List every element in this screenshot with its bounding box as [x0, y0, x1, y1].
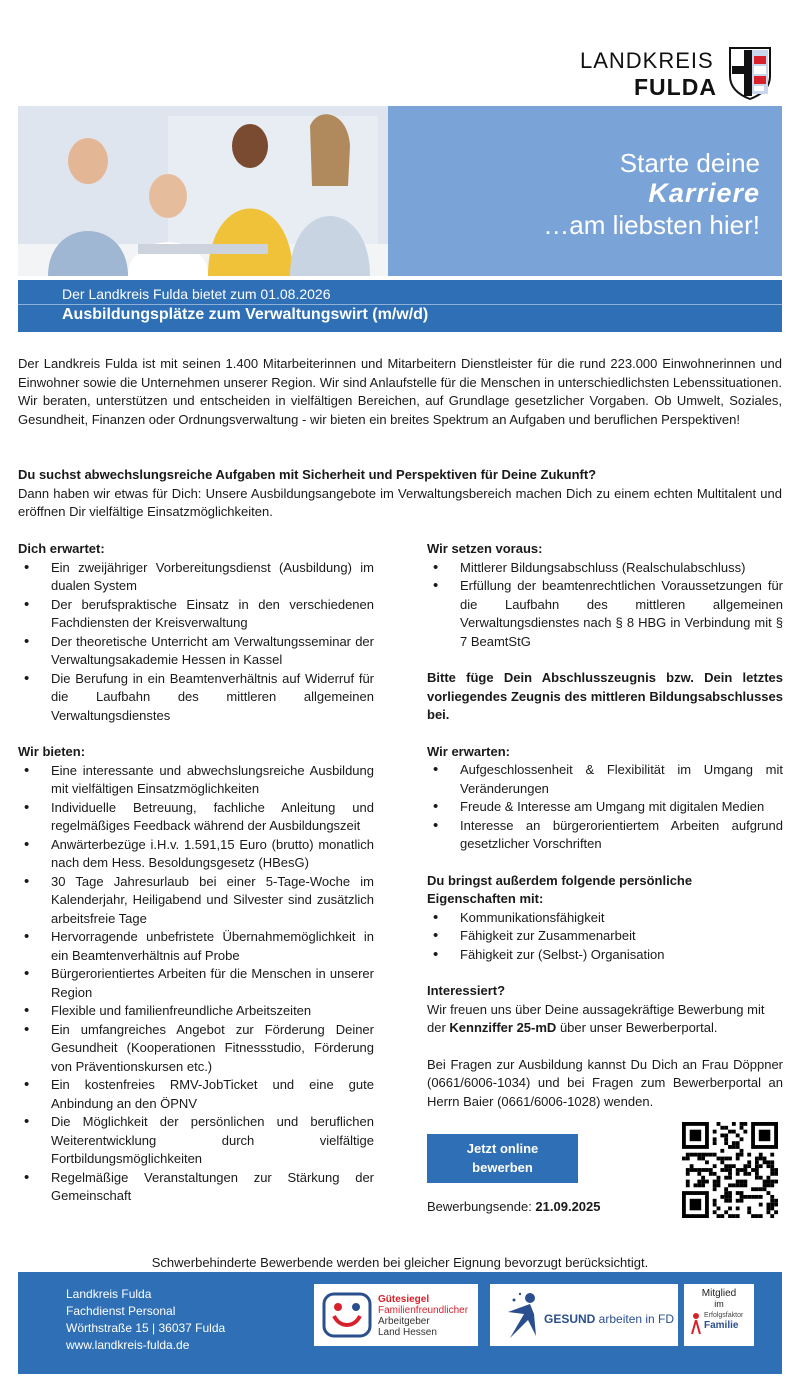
list-item: • Flexible und familienfreundliche Arbeitszeiten: [18, 1002, 374, 1021]
gesund-rest: arbeiten in FD: [595, 1312, 675, 1326]
deadline-label: Bewerbungsende:: [427, 1199, 536, 1214]
member-label: Mitglied: [701, 1288, 737, 1299]
traits-list: [427, 909, 783, 965]
page-title: Ausbildungsplätze zum Verwaltungswirt (m/w/d): [62, 306, 429, 323]
title-bar: [18, 280, 782, 332]
list-item: • Aufgeschlossenheit & Flexibilität im Umgang mit Veränderungen: [427, 761, 783, 798]
list-item: • Hervorragende unbefristete Übernahmemöglichkeit in ein Beamtenverhältnis auf Probe: [18, 928, 374, 965]
team-photo: [18, 106, 388, 276]
list-item: • Ein kostenfreies RMV-JobTicket und eine gute Anbindung an den ÖPNV: [18, 1076, 374, 1113]
footer-address: [66, 1286, 225, 1354]
list-item: • Interesse an bürgerorientiertem Arbeiten aufgrund gesetzlicher Vorschriften: [427, 817, 783, 854]
footer: [18, 1272, 782, 1374]
list-item: • Eine interessante und abwechslungsreiche Ausbildung mit vielfältigen Einsatzmöglichkeiten: [18, 762, 374, 799]
right-column: [427, 540, 783, 1111]
interest-text-after: über unser Bewerberportal.: [556, 1020, 718, 1035]
seal-line2: Familienfreundlicher: [378, 1305, 469, 1316]
list-item: • 30 Tage Jahresurlaub bei einer 5-Tage-Woche im Kalenderjahr, Heiligabend und Silvester sind zusätzlich arbeitsfreie Tage: [18, 873, 374, 929]
certificate-note: Bitte füge Dein Abschlusszeugnis bzw. Dein letztes vorliegendes Zeugnis des mittleren Bildungsabschlusses bei.: [427, 670, 783, 722]
title-divider: [18, 304, 782, 305]
seal-line4: Land Hessen: [378, 1327, 437, 1338]
interest-text: [427, 1001, 783, 1038]
list-item: • Fähigkeit zur Zusammenarbeit: [427, 927, 783, 946]
hero-banner: [18, 106, 782, 276]
logo-text-line1: LANDKREIS: [580, 48, 714, 73]
logo-text-line2: FULDA: [634, 74, 717, 100]
family-friendly-employer-badge: [314, 1284, 478, 1346]
list-item: • Der theoretische Unterricht am Verwaltungsseminar der Verwaltungsakademie Hessen in Kassel: [18, 633, 374, 670]
address-org: Landkreis Fulda: [66, 1287, 152, 1301]
family-seal-text: [378, 1294, 468, 1338]
apply-button-line2: bewerben: [472, 1160, 533, 1175]
question-block: [18, 466, 782, 522]
list-item: • Kommunikationsfähigkeit: [427, 909, 783, 928]
interest-text-before: Wir freuen uns über Deine aussagekräftige Bewerbung mit der: [427, 1001, 765, 1035]
address-website-link[interactable]: www.landkreis-fulda.de: [66, 1338, 190, 1352]
slogan-line1: Starte deine: [619, 148, 760, 178]
list-item: • Freude & Interesse am Umgang mit digitalen Medien: [427, 798, 783, 817]
question-text: Dann haben wir etwas für Dich: Unsere Ausbildungsangebote im Verwaltungsbereich machen Dich zu einem echten Multitalent und eröffnen Dir vielfältige Einsatzmöglichkeiten.: [18, 485, 782, 519]
family-seal-icon: [322, 1292, 372, 1338]
deadline-date: 21.09.2025: [535, 1199, 601, 1214]
question-heading: Du suchst abwechslungsreiche Aufgaben mit Sicherheit und Perspektiven für Deine Zukunft?: [18, 467, 597, 482]
left-column: [18, 540, 374, 1206]
list-item: • Anwärterbezüge i.H.v. 1.591,15 Euro (brutto) monatlich nach dem Hess. Besoldungsgesetz (HBesG): [18, 836, 374, 873]
star-figure-icon: [500, 1290, 542, 1340]
slogan-panel: [388, 106, 782, 276]
gesund-text: [544, 1312, 674, 1326]
list-item: • Ein zweijähriger Vorbereitungsdienst (Ausbildung) im dualen System: [18, 559, 374, 596]
offer-heading: Wir bieten:: [18, 744, 86, 759]
disability-disclaimer: Schwerbehinderte Bewerbende werden bei gleicher Eignung bevorzugt berücksichtigt.: [151, 1255, 649, 1270]
address-street: Wörthstraße 15 | 36037 Fulda: [66, 1321, 226, 1335]
erfolgsfaktor-icon: [690, 1312, 702, 1336]
title-subtitle: Der Landkreis Fulda bietet zum 01.08.2026: [62, 286, 331, 302]
list-item: • Bürgerorientiertes Arbeiten für die Menschen in unserer Region: [18, 965, 374, 1002]
require-list: [427, 559, 783, 652]
team-photo-illustration: [18, 106, 388, 276]
list-item: • Mittlerer Bildungsabschluss (Realschulabschluss): [427, 559, 783, 578]
apply-online-button[interactable]: [427, 1134, 578, 1183]
landkreis-fulda-logo: [580, 44, 780, 104]
gesund-arbeiten-badge: [490, 1284, 678, 1346]
member-in-label: im: [714, 1299, 724, 1309]
list-item: • Der berufspraktische Einsatz in den verschiedenen Fachdiensten der Kreisverwaltung: [18, 596, 374, 633]
slogan-line3: …am liebsten hier!: [543, 210, 760, 240]
familie-label: Familie: [704, 1320, 739, 1331]
address-department: Fachdienst Personal: [66, 1304, 176, 1318]
list-item: • Die Möglichkeit der persönlichen und beruflichen Weiterentwicklung durch vielfältige Fortbildungsmöglichkeiten: [18, 1113, 374, 1169]
seal-line3: Arbeitgeber: [378, 1316, 430, 1327]
offer-list: [18, 762, 374, 1206]
require-heading: Wir setzen voraus:: [427, 541, 543, 556]
erfolgsfaktor-label: Erfolgsfaktor: [704, 1312, 744, 1319]
expectations-heading: Wir erwarten:: [427, 743, 510, 759]
seal-title: Gütesiegel: [378, 1294, 430, 1305]
expect-heading: Dich erwartet:: [18, 541, 105, 556]
apply-button-line1: Jetzt online: [466, 1141, 539, 1156]
list-item: • Erfüllung der beamtenrechtlichen Voraussetzungen für die Laufbahn des mittleren allgemeinen Verwaltungsdienstes nach § 8 HBG in Verbindung mit § 7 BeamtStG: [427, 577, 783, 651]
expect-list: [18, 559, 374, 726]
erfolgsfaktor-familie-badge: [684, 1284, 754, 1346]
list-item: • Regelmäßige Veranstaltungen zur Stärkung der Gemeinschaft: [18, 1169, 374, 1206]
qr-code-icon[interactable]: [682, 1122, 778, 1218]
application-deadline: [427, 1199, 601, 1214]
contact-text: Bei Fragen zur Ausbildung kannst Du Dich an Frau Döppner (0661/6006-1034) und bei Fragen zum Bewerberportal an Herrn Baier (0661/6006-1028) wenden.: [427, 1056, 783, 1109]
list-item: • Die Berufung in ein Beamtenverhältnis auf Widerruf für die Laufbahn des mittleren allgemeinen Verwaltungsdienstes: [18, 670, 374, 726]
slogan-line2: Karriere: [648, 178, 760, 208]
traits-heading: Du bringst außerdem folgende persönliche Eigenschaften mit:: [427, 872, 693, 906]
coat-of-arms-icon: [728, 46, 772, 100]
list-item: • Fähigkeit zur (Selbst-) Organisation: [427, 946, 783, 965]
list-item: • Ein umfangreiches Angebot zur Förderung Deiner Gesundheit (Kooperationen Fitnessstudio, Förderung von Präventionskursen etc.): [18, 1021, 374, 1077]
interest-heading: Interessiert?: [427, 983, 506, 998]
intro-paragraph: Der Landkreis Fulda ist mit seinen 1.400 Mitarbeiterinnen und Mitarbeitern Dienstleister für die rund 223.000 Einwohnerinnen und Einwohner sowie die Unternehmen unserer Region. Wir sind Anlaufstelle für die Menschen in unterschiedlichsten Lebenssituationen. Wir beraten, unterstützen und entscheiden in vielfältigen Bereichen, auf Grundlage gesetzlicher Vorgaben. Ob Umwelt, Soziales, Gesundheit, Finanzen oder Ordnungsverwaltung - wir bieten ein breites Spektrum an Aufgaben und beruflichen Perspektiven!: [18, 356, 782, 427]
reference-code: Kennziffer 25-mD: [449, 1020, 557, 1035]
gesund-bold: GESUND: [544, 1312, 596, 1326]
expectations-list: [427, 761, 783, 854]
list-item: • Individuelle Betreuung, fachliche Anleitung und regelmäßiges Feedback während der Ausbildungszeit: [18, 799, 374, 836]
